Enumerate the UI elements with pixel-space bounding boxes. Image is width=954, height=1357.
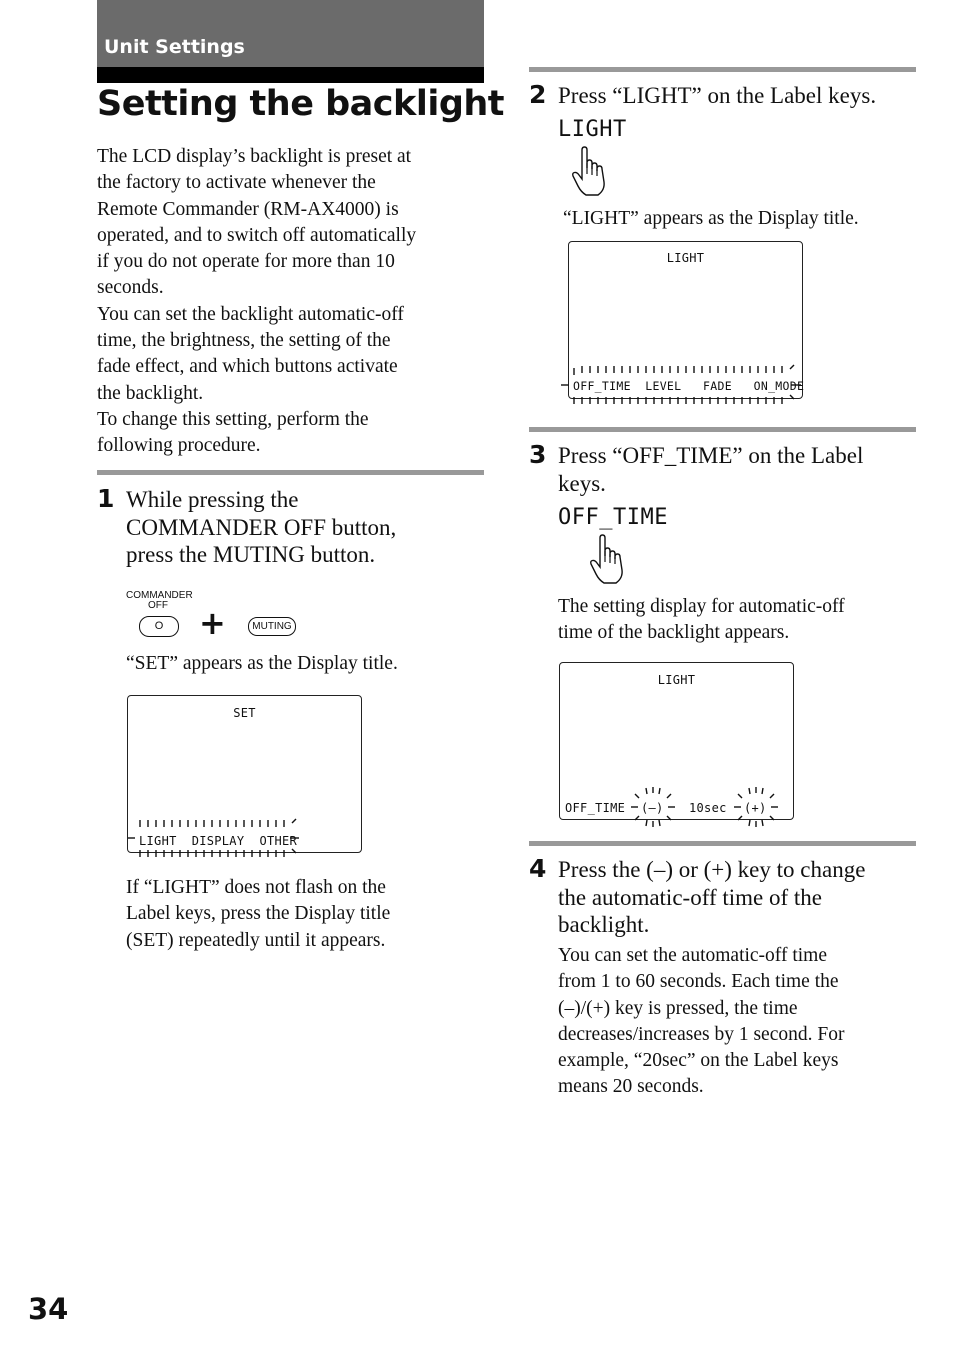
step1-note: “SET” appears as the Display title. xyxy=(126,653,398,674)
step4-body-line: (–)/(+) key is pressed, the time xyxy=(558,997,798,1019)
intro-line: To change this setting, perform the xyxy=(97,408,369,430)
label-key-other[interactable]: OTHER xyxy=(259,834,298,848)
label-key-fade[interactable]: FADE xyxy=(703,379,732,393)
step4-body-line: means 20 seconds. xyxy=(558,1076,704,1098)
step4-body-line: You can set the automatic-off time xyxy=(558,945,827,966)
intro-line: following procedure. xyxy=(97,435,261,457)
intro-line: time, the brightness, the setting of the xyxy=(97,330,391,352)
label-key-offtime-large: OFF_TIME xyxy=(558,505,668,530)
step3-note-line: time of the backlight appears. xyxy=(558,622,790,644)
intro-line: if you do not operate for more than 10 xyxy=(97,251,395,273)
step2-rule xyxy=(529,67,916,72)
step1-instruction xyxy=(126,486,486,569)
muting-button[interactable] xyxy=(248,617,296,636)
step2-number: 2 xyxy=(529,80,547,109)
label-key-level[interactable]: LEVEL xyxy=(645,379,682,393)
minus-key[interactable]: (–) xyxy=(641,801,664,815)
lcd-label-keys xyxy=(573,379,805,393)
label-key-light-large: LIGHT xyxy=(558,117,627,142)
step1-after-line: (SET) repeatedly until it appears. xyxy=(126,929,386,951)
muting-label: MUTING xyxy=(252,621,292,632)
intro-line: fade effect, and which buttons activate xyxy=(97,356,398,378)
step4-instruction xyxy=(558,856,938,939)
step1-after-line: Label keys, press the Display title xyxy=(126,903,391,925)
section-bar xyxy=(97,67,484,83)
label-key-display[interactable]: DISPLAY xyxy=(191,834,245,848)
step1-after xyxy=(126,875,486,954)
intro-paragraph xyxy=(97,144,487,460)
pointing-hand-icon xyxy=(570,146,610,198)
step1-rule xyxy=(97,470,484,475)
step3-line: Press “OFF_TIME” on the Label xyxy=(558,443,864,468)
intro-line: the backlight. xyxy=(97,382,204,404)
step2-note: “LIGHT” appears as the Display title. xyxy=(563,208,859,229)
step1-line: press the MUTING button. xyxy=(126,542,376,568)
section-tab xyxy=(97,0,484,67)
step3-instruction xyxy=(558,442,928,497)
step4-rule xyxy=(529,841,916,846)
step4-body xyxy=(558,943,938,1101)
intro-line: You can set the backlight automatic-off xyxy=(97,303,404,325)
off-label: OFF xyxy=(148,600,168,611)
plus-key[interactable]: (+) xyxy=(744,801,767,815)
intro-line: Remote Commander (RM-AX4000) is xyxy=(97,198,399,220)
commander-off-symbol: O xyxy=(154,620,164,632)
section-title: Unit Settings xyxy=(104,36,245,58)
step3-note xyxy=(558,594,928,647)
offtime-value: 10sec xyxy=(689,801,727,815)
intro-line: seconds. xyxy=(97,277,164,299)
step4-body-line: decreases/increases by 1 second. For xyxy=(558,1023,845,1045)
label-key-light[interactable]: LIGHT xyxy=(139,834,177,848)
step3-note-line: The setting display for automatic-off xyxy=(558,596,845,617)
label-key-offtime[interactable]: OFF_TIME xyxy=(573,379,631,393)
lcd-offtime-label: OFF_TIME xyxy=(565,801,626,815)
lcd-title: SET xyxy=(233,706,256,720)
step1-line: While pressing the xyxy=(126,487,299,512)
intro-line: the factory to activate whenever the xyxy=(97,172,376,194)
lcd-title: LIGHT xyxy=(657,673,696,687)
step1-line: COMMANDER OFF button, xyxy=(126,514,397,540)
plus-sign: + xyxy=(199,604,226,642)
commander-off-label xyxy=(126,590,193,611)
commander-label: COMMANDER xyxy=(126,590,193,601)
intro-line: operated, and to switch off automatically xyxy=(97,224,417,246)
step3-line: keys. xyxy=(558,470,606,496)
step2-instruction: Press “LIGHT” on the Label keys. xyxy=(558,83,877,108)
step1-after-line: If “LIGHT” does not flash on the xyxy=(126,877,386,898)
lcd-label-keys xyxy=(139,834,299,848)
step3-number: 3 xyxy=(529,440,547,469)
label-key-onmode[interactable]: ON_MODE xyxy=(753,379,805,393)
step3-rule xyxy=(529,427,916,432)
step4-line: backlight. xyxy=(558,912,650,938)
step4-body-line: example, “20sec” on the Label keys xyxy=(558,1050,839,1072)
pointing-hand-icon xyxy=(588,534,628,586)
lcd-title: LIGHT xyxy=(666,251,705,265)
step4-number: 4 xyxy=(529,854,547,883)
step1-number: 1 xyxy=(97,484,115,513)
step4-line: Press the (–) or (+) key to change xyxy=(558,857,866,882)
step4-line: the automatic-off time of the xyxy=(558,884,822,910)
commander-off-button[interactable] xyxy=(139,616,179,637)
page-title: Setting the backlight xyxy=(97,84,505,124)
page-number: 34 xyxy=(28,1292,69,1326)
step4-body-line: from 1 to 60 seconds. Each time the xyxy=(558,971,839,993)
intro-line: The LCD display’s backlight is preset at xyxy=(97,146,412,167)
